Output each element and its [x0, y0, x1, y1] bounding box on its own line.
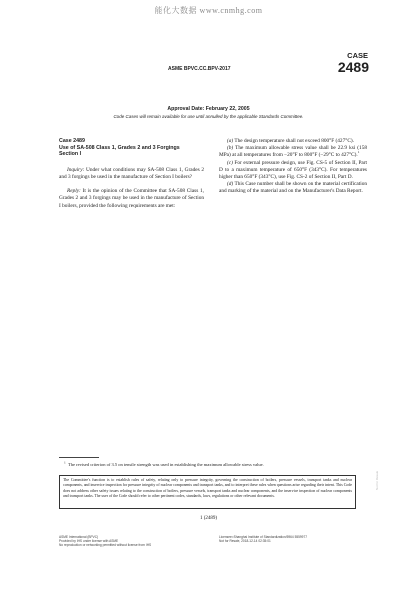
footer-right — [219, 535, 307, 543]
footer-line: Licensee=Shanghai Institute of Standardization/5964 5559977 — [219, 535, 307, 539]
requirement-text: For external pressure design, use Fig. CS-5 of Section II, Part D to a maximum temperature of 650°F (343°C). For temperatures higher than 650°F (343°C), use Fig. CS-2 of Section II, Part D. — [219, 159, 367, 181]
requirement-label: (b) — [227, 145, 234, 152]
committee-notice-box: The Committee's function is to establish rules of safety, relating only to pressure integrity, governing the construction of boilers, pressure vessels, transport tanks and nuclear components, and inservice inspection for pressure integrity of nuclear components and transport tanks, and to interpret these rules when questions arise regarding their intent. This Code does not address other safety issues relating to the construction of boilers, pressure vessels, transport tanks and nuclear components, and the inservice inspection of nuclear components and transport tanks. The user of the Code should refer to other pertinent codes, standards, laws, regulations or other relevant documents. — [59, 475, 356, 509]
left-column — [59, 138, 204, 217]
footer-line: No reproduction or networking permitted without license from IHS — [59, 543, 152, 548]
requirement-b — [219, 145, 367, 159]
case-title-line: Section I — [59, 151, 82, 158]
code-reference: ASME BPVC.CC.BPV-2017 — [168, 66, 231, 72]
availability-note: Code Cases will remain available for use until annulled by the applicable Standards Committee. — [113, 114, 304, 119]
case-title-line: Use of SA-508 Class 1, Grades 2 and 3 Forgings — [59, 144, 180, 151]
requirement-c — [219, 160, 367, 182]
right-column — [219, 138, 367, 196]
footer-line: Provided by IHS under license with ASME — [59, 539, 119, 544]
requirement-text: This Case number shall be shown on the material certification and marking of the material and on the Manufacturer's Data Report. — [219, 181, 367, 195]
requirement-text: The maximum allowable stress value shall be 22.9 ksi (158 MPa) at all temperatures from −20°F to 800°F (−29°C to 427°C). — [219, 145, 367, 159]
footnote-divider — [59, 457, 99, 458]
footer-left — [59, 535, 151, 548]
inquiry-label: Inquiry: — [67, 166, 85, 173]
reply-text: It is the opinion of the Committee that SA-508 Class 1, Grades 2 and 3 forgings may be used in the manufacture of Section I boilers, provided the following requirements are met: — [59, 188, 204, 209]
footer-line: Not for Resale, 2018-12-14 02:35:01 — [219, 539, 271, 544]
requirement-text: The design temperature shall not exceed 800°F (427°C). — [233, 138, 354, 144]
requirement-label: (d) — [227, 181, 234, 188]
requirement-label: (a) — [227, 138, 234, 144]
side-stamp-text: Not for Resale — [375, 470, 379, 490]
requirement-d — [219, 181, 367, 195]
side-stamp — [375, 430, 385, 490]
inquiry-paragraph — [59, 167, 204, 181]
footer-line: ASME International (BPVC) — [59, 535, 99, 539]
reply-label: Reply: — [67, 188, 81, 195]
case-title-line: Case 2489 — [59, 138, 85, 144]
case-label: CASE — [347, 51, 368, 60]
watermark: 能化大数据 www.cnmhg.com — [154, 6, 263, 15]
footnote-ref[interactable]: 1 — [357, 150, 360, 155]
approval-date: Approval Date: February 22, 2005 — [167, 106, 250, 112]
footnote — [64, 462, 264, 467]
inquiry-text: Under what conditions may SA-508 Class 1, Grades 2 and 3 forgings be used in the manufacture of Section I boilers? — [59, 166, 204, 180]
footnote-marker: 1 — [64, 460, 66, 465]
case-number: 2489 — [337, 59, 369, 75]
footnote-text: The revised criterion of 3.5 on tensile strength was used in establishing the maximum allowable stress value. — [68, 462, 264, 467]
page-number: 1 (2489) — [199, 516, 218, 521]
case-title — [59, 138, 204, 158]
reply-paragraph — [59, 188, 204, 210]
requirement-label: (c) — [227, 159, 233, 166]
